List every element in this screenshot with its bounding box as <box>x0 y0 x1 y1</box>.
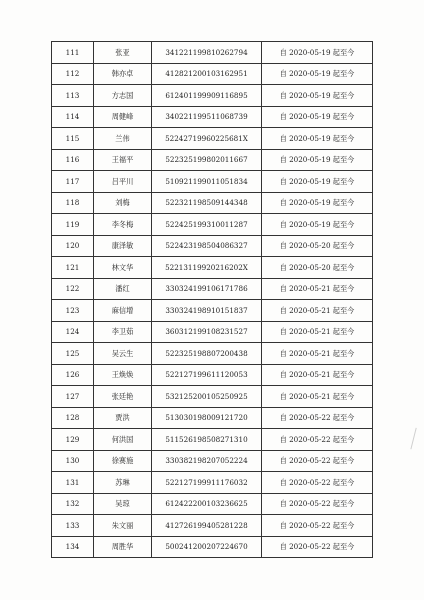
table-row <box>52 536 373 558</box>
table-row <box>52 450 373 472</box>
date-range-cell: 自 2020-05-22 起至今 <box>262 515 373 537</box>
name-cell: 吕平川 <box>94 171 152 193</box>
date-range-cell: 自 2020-05-19 起至今 <box>262 42 373 64</box>
date-range-cell: 自 2020-05-19 起至今 <box>262 192 373 214</box>
id-number-cell: 330382198207052224 <box>152 450 262 472</box>
row-number-cell: 119 <box>52 214 94 236</box>
name-cell: 王焕焕 <box>94 364 152 386</box>
table-row <box>52 171 373 193</box>
id-number-cell: 612401199909116895 <box>152 85 262 107</box>
row-number-cell: 127 <box>52 386 94 408</box>
row-number-cell: 112 <box>52 63 94 85</box>
id-number-cell: 340221199511068739 <box>152 106 262 128</box>
table-row <box>52 128 373 150</box>
row-number-cell: 122 <box>52 278 94 300</box>
name-cell: 张亚 <box>94 42 152 64</box>
date-range-cell: 自 2020-05-19 起至今 <box>262 85 373 107</box>
name-cell: 康泽敏 <box>94 235 152 257</box>
table-row <box>52 42 373 64</box>
id-number-cell: 522423198504086327 <box>152 235 262 257</box>
row-number-cell: 117 <box>52 171 94 193</box>
name-cell: 刘梅 <box>94 192 152 214</box>
scan-artifact-mark <box>410 428 420 451</box>
name-cell: 兰伟 <box>94 128 152 150</box>
name-cell: 何洪国 <box>94 429 152 451</box>
row-number-cell: 129 <box>52 429 94 451</box>
name-cell: 苏琳 <box>94 472 152 494</box>
name-cell: 李冬梅 <box>94 214 152 236</box>
date-range-cell: 自 2020-05-19 起至今 <box>262 128 373 150</box>
name-cell: 方志国 <box>94 85 152 107</box>
table-row <box>52 472 373 494</box>
name-cell: 周健峰 <box>94 106 152 128</box>
row-number-cell: 111 <box>52 42 94 64</box>
table-row <box>52 192 373 214</box>
date-range-cell: 自 2020-05-19 起至今 <box>262 171 373 193</box>
name-cell: 朱文丽 <box>94 515 152 537</box>
roster-table-body <box>52 42 373 558</box>
id-number-cell: 522325199802011667 <box>152 149 262 171</box>
name-cell: 张廷艳 <box>94 386 152 408</box>
table-row <box>52 278 373 300</box>
row-number-cell: 121 <box>52 257 94 279</box>
name-cell: 吴琼 <box>94 493 152 515</box>
table-row <box>52 515 373 537</box>
row-number-cell: 130 <box>52 450 94 472</box>
date-range-cell: 自 2020-05-21 起至今 <box>262 278 373 300</box>
table-row <box>52 429 373 451</box>
row-number-cell: 114 <box>52 106 94 128</box>
id-number-cell: 522127199911176032 <box>152 472 262 494</box>
date-range-cell: 自 2020-05-19 起至今 <box>262 63 373 85</box>
id-number-cell: 522321198509144348 <box>152 192 262 214</box>
row-number-cell: 123 <box>52 300 94 322</box>
row-number-cell: 134 <box>52 536 94 558</box>
row-number-cell: 115 <box>52 128 94 150</box>
date-range-cell: 自 2020-05-21 起至今 <box>262 343 373 365</box>
date-range-cell: 自 2020-05-22 起至今 <box>262 429 373 451</box>
date-range-cell: 自 2020-05-20 起至今 <box>262 257 373 279</box>
date-range-cell: 自 2020-05-19 起至今 <box>262 214 373 236</box>
name-cell: 吴云生 <box>94 343 152 365</box>
row-number-cell: 120 <box>52 235 94 257</box>
name-cell: 林文华 <box>94 257 152 279</box>
table-row <box>52 149 373 171</box>
table-row <box>52 300 373 322</box>
id-number-cell: 500241200207224670 <box>152 536 262 558</box>
id-number-cell: 510921199011051834 <box>152 171 262 193</box>
row-number-cell: 126 <box>52 364 94 386</box>
table-row <box>52 214 373 236</box>
date-range-cell: 自 2020-05-22 起至今 <box>262 407 373 429</box>
table-row <box>52 85 373 107</box>
row-number-cell: 133 <box>52 515 94 537</box>
table-row <box>52 407 373 429</box>
table-row <box>52 321 373 343</box>
name-cell: 周胜华 <box>94 536 152 558</box>
id-number-cell: 522425199310011287 <box>152 214 262 236</box>
table-row <box>52 257 373 279</box>
date-range-cell: 自 2020-05-22 起至今 <box>262 536 373 558</box>
row-number-cell: 125 <box>52 343 94 365</box>
date-range-cell: 自 2020-05-22 起至今 <box>262 493 373 515</box>
id-number-cell: 52213119920216202X <box>152 257 262 279</box>
id-number-cell: 52242719960225681X <box>152 128 262 150</box>
row-number-cell: 124 <box>52 321 94 343</box>
date-range-cell: 自 2020-05-21 起至今 <box>262 321 373 343</box>
table-row <box>52 386 373 408</box>
name-cell: 李卫茹 <box>94 321 152 343</box>
id-number-cell: 522325198807200438 <box>152 343 262 365</box>
row-number-cell: 116 <box>52 149 94 171</box>
date-range-cell: 自 2020-05-21 起至今 <box>262 364 373 386</box>
table-row <box>52 493 373 515</box>
row-number-cell: 131 <box>52 472 94 494</box>
row-number-cell: 113 <box>52 85 94 107</box>
name-cell: 韩亦卓 <box>94 63 152 85</box>
table-row <box>52 343 373 365</box>
id-number-cell: 522127199611120053 <box>152 364 262 386</box>
date-range-cell: 自 2020-05-20 起至今 <box>262 235 373 257</box>
table-row <box>52 63 373 85</box>
id-number-cell: 612422200103236625 <box>152 493 262 515</box>
name-cell: 徐赛施 <box>94 450 152 472</box>
name-cell: 王福平 <box>94 149 152 171</box>
date-range-cell: 自 2020-05-19 起至今 <box>262 106 373 128</box>
id-number-cell: 511526198508271310 <box>152 429 262 451</box>
date-range-cell: 自 2020-05-22 起至今 <box>262 472 373 494</box>
id-number-cell: 330324199106171786 <box>152 278 262 300</box>
name-cell: 贾洪 <box>94 407 152 429</box>
roster-table <box>51 41 373 558</box>
date-range-cell: 自 2020-05-19 起至今 <box>262 149 373 171</box>
id-number-cell: 330324198910151837 <box>152 300 262 322</box>
id-number-cell: 341221199810262794 <box>152 42 262 64</box>
name-cell: 麻信增 <box>94 300 152 322</box>
row-number-cell: 132 <box>52 493 94 515</box>
id-number-cell: 412821200103162951 <box>152 63 262 85</box>
table-row <box>52 364 373 386</box>
row-number-cell: 118 <box>52 192 94 214</box>
table-row <box>52 235 373 257</box>
table-row <box>52 106 373 128</box>
id-number-cell: 513030198009121720 <box>152 407 262 429</box>
date-range-cell: 自 2020-05-21 起至今 <box>262 300 373 322</box>
date-range-cell: 自 2020-05-22 起至今 <box>262 450 373 472</box>
id-number-cell: 360312199108231527 <box>152 321 262 343</box>
date-range-cell: 自 2020-05-21 起至今 <box>262 386 373 408</box>
id-number-cell: 412726199405281228 <box>152 515 262 537</box>
id-number-cell: 532125200105250925 <box>152 386 262 408</box>
row-number-cell: 128 <box>52 407 94 429</box>
name-cell: 潘红 <box>94 278 152 300</box>
